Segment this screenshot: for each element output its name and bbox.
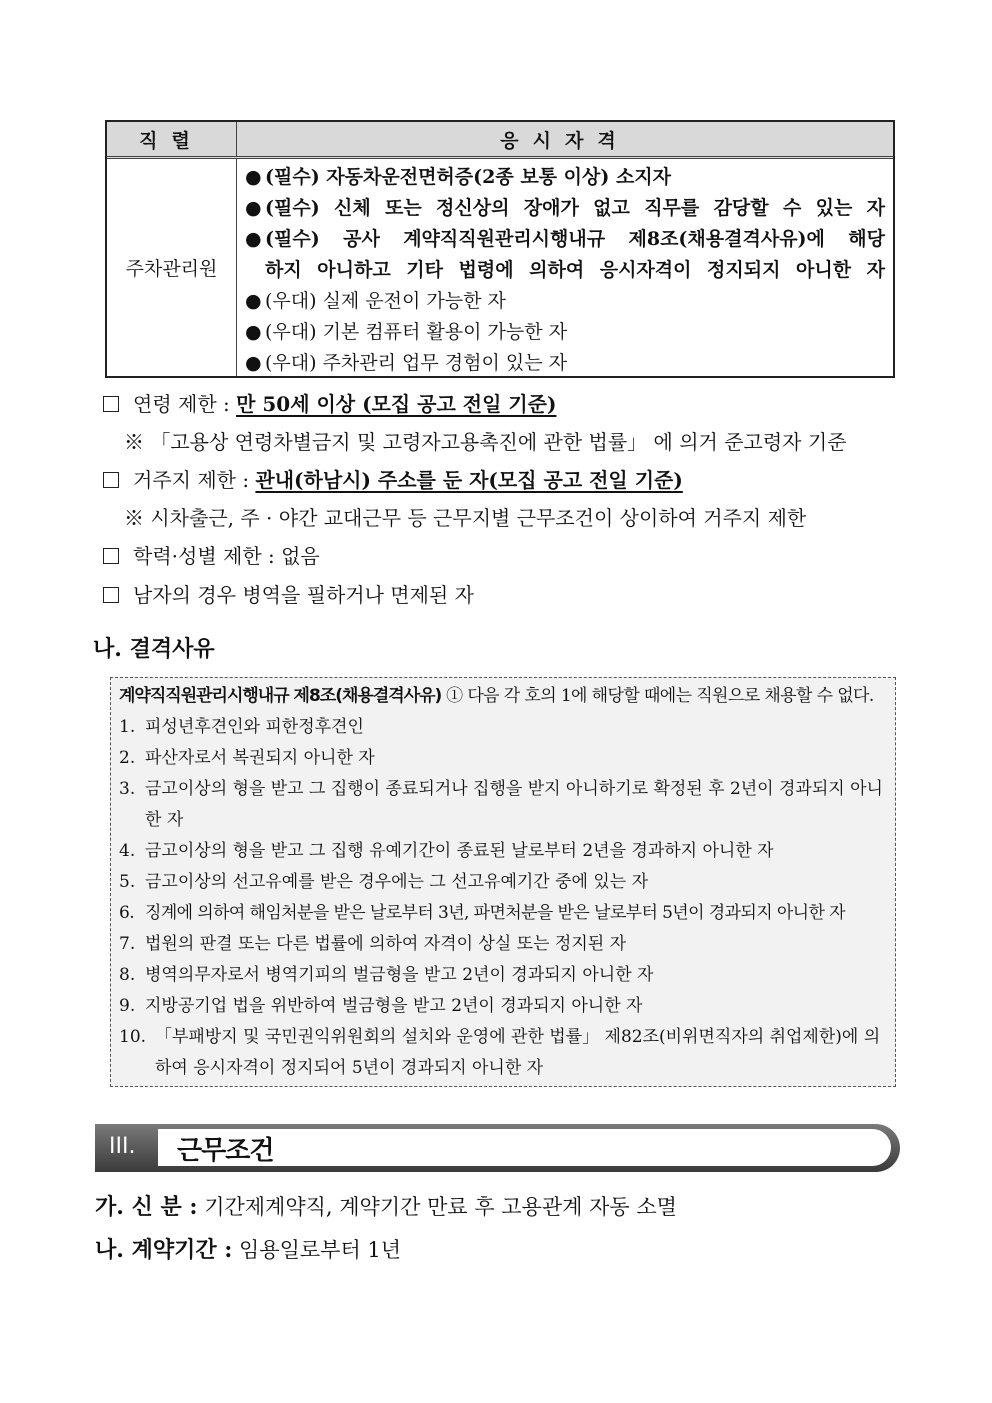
item-text: 법원의 판결 또는 다른 법률에 의하여 자격이 상실 또는 정지된 자 — [145, 934, 627, 954]
residence-limit-label: 거주지 제한 : — [133, 468, 250, 492]
contract-period-value: 임용일로부터 1년 — [232, 1238, 402, 1262]
list-item — [119, 929, 887, 960]
bullet-icon: ● — [245, 228, 262, 250]
qualification-text: (필수) 자동차운전면허증(2종 보통 이상) 소지자 — [265, 166, 672, 188]
item-text: 병역의무자로서 병역기피의 벌금형을 받고 2년이 경과되지 아니한 자 — [145, 965, 654, 985]
item-text: 「부패방지 및 국민권익위원회의 설치와 운영에 관한 법률」 제82조(비위면직자의 취업제한)에 의하여 응시자격이 정지되어 5년이 경과되지 아니한 자 — [155, 1027, 881, 1078]
employment-status-line — [95, 1190, 677, 1221]
employment-status-label: 가. 신 분 : — [95, 1194, 198, 1220]
residence-limit-line — [103, 464, 683, 493]
item-number: 6. — [119, 903, 135, 923]
item-text: 피성년후견인와 피한정후견인 — [145, 717, 364, 737]
age-limit-label: 연령 제한 : — [133, 392, 230, 416]
contract-period-label: 나. 계약기간 : — [95, 1237, 233, 1263]
job-role-cell: 주차관리원 — [107, 159, 237, 376]
checkbox-square-icon — [103, 472, 119, 488]
employment-status-value: 기간제계약직, 계약기간 만료 후 고용관계 자동 소멸 — [197, 1195, 677, 1219]
military-text: 남자의 경우 병역을 필하거나 면제된 자 — [133, 583, 474, 607]
regulation-intro-text: ① 다음 각 호의 1에 해당할 때에는 직원으로 채용할 수 없다. — [441, 686, 874, 706]
item-text: 파산자로서 복권되지 아니한 자 — [145, 748, 375, 768]
bullet-icon: ● — [245, 321, 262, 343]
item-number: 8. — [119, 965, 136, 985]
bullet-icon: ● — [245, 290, 262, 312]
age-limit-value: 만 50세 이상 (모집 공고 전일 기준) — [236, 392, 557, 416]
list-item — [119, 743, 887, 774]
header-job-series: 직렬 — [107, 122, 237, 156]
qualification-continuation: 하지 아니하고 기타 법령에 의하여 응시자격이 정지되지 아니한 자 — [265, 259, 885, 281]
item-number: 10. — [119, 1027, 147, 1047]
bullet-icon: ● — [245, 166, 262, 188]
item-number: 1. — [119, 717, 136, 737]
list-item — [245, 317, 885, 348]
section-title: 근무조건 — [177, 1136, 274, 1166]
residence-limit-note: ※ 시차출근, 주 · 야간 교대근무 등 근무지별 근무조건이 상이하여 거주지 제한 — [124, 506, 807, 530]
qualification-table — [105, 120, 895, 378]
checkbox-square-icon — [103, 396, 119, 412]
list-item — [119, 1022, 887, 1084]
list-item — [119, 991, 887, 1022]
checkbox-square-icon — [103, 587, 119, 603]
item-text: 금고이상의 형을 받고 그 집행이 종료되거나 집행을 받지 아니하기로 확정된 후 2년이 경과되지 아니한 자 — [145, 779, 883, 830]
table-header-row — [107, 122, 893, 159]
item-number: 2. — [119, 748, 136, 768]
item-text: 징계에 의하여 해임처분을 받은 날로부터 3년, 파면처분을 받은 날로부터 5년이 경과되지 아니한 자 — [145, 903, 845, 923]
list-item — [245, 286, 885, 317]
item-text: 지방공기업 법을 위반하여 벌금형을 받고 2년이 경과되지 아니한 자 — [145, 996, 643, 1016]
qualification-list — [237, 159, 893, 376]
list-item — [245, 348, 885, 379]
section-number: III. — [109, 1134, 136, 1159]
bullet-icon: ● — [245, 197, 262, 219]
disqualification-box — [110, 677, 896, 1087]
qualification-text: (필수) 공사 계약직직원관리시행내규 제8조(채용결격사유)에 해당 — [265, 228, 885, 250]
item-text: 금고이상의 선고유예를 받은 경우에는 그 선고유예기간 중에 있는 자 — [145, 872, 649, 892]
item-number: 9. — [119, 996, 136, 1016]
list-item — [119, 960, 887, 991]
list-item — [119, 898, 887, 929]
list-item — [119, 867, 887, 898]
bullet-icon: ● — [245, 352, 262, 374]
list-item — [119, 836, 887, 867]
item-text: 금고이상의 형을 받고 그 집행 유예기간이 종료된 날로부터 2년을 경과하지 아니한 자 — [145, 841, 774, 861]
disqualification-intro — [119, 681, 887, 712]
age-limit-line — [103, 388, 556, 417]
military-line — [103, 579, 474, 608]
list-item — [245, 193, 885, 224]
qualification-text: (필수) 신체 또는 정신상의 장애가 없고 직무를 감당할 수 있는 자 — [265, 197, 885, 219]
regulation-title: 계약직직원관리시행내규 제8조(채용결격사유) — [119, 686, 442, 706]
disqualification-heading: 나. 결격사유 — [93, 636, 215, 662]
list-item — [119, 712, 887, 743]
header-qualification: 응시자격 — [500, 129, 630, 152]
qualification-text: (우대) 기본 컴퓨터 활용이 가능한 자 — [265, 321, 567, 343]
table-row — [107, 159, 893, 376]
qualification-text: (우대) 주차관리 업무 경험이 있는 자 — [265, 352, 567, 374]
education-limit-text: 학력·성별 제한 : 없음 — [133, 544, 320, 568]
item-number: 3. — [119, 779, 136, 799]
checkbox-square-icon — [103, 548, 119, 564]
education-limit-line — [103, 540, 320, 569]
qualification-text: (우대) 실제 운전이 가능한 자 — [265, 290, 506, 312]
residence-limit-value: 관내(하남시) 주소를 둔 자(모집 공고 전일 기준) — [255, 468, 683, 492]
contract-period-line — [95, 1233, 401, 1264]
list-item — [245, 224, 885, 255]
item-number: 7. — [119, 934, 136, 954]
section-banner — [95, 1124, 900, 1174]
age-limit-note: ※ 「고용상 연령차별금지 및 고령자고용촉진에 관한 법률」 에 의거 준고령자 기준 — [124, 430, 847, 454]
item-number: 4. — [119, 841, 136, 861]
list-item — [119, 774, 887, 836]
item-number: 5. — [119, 872, 136, 892]
list-item — [245, 162, 885, 193]
